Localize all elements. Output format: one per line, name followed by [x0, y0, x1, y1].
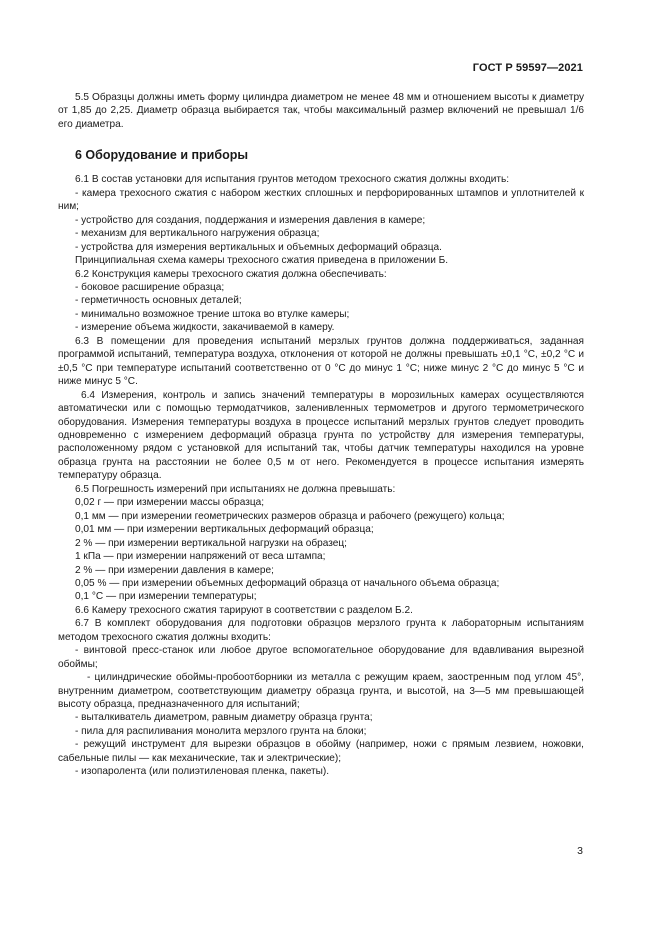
list-item: 0,02 г — при измерении массы образца;: [75, 497, 265, 509]
list-item: - изопаролента (или полиэтиленовая пленка, пакеты).: [75, 766, 330, 778]
list-item: - механизм для вертикального нагружения образца;: [75, 228, 320, 240]
list-item: 0,1 °С — при измерении температуры;: [75, 591, 257, 603]
paragraph-6-6: 6.6 Камеру трехосного сжатия тарируют в соответствии с разделом Б.2.: [75, 604, 413, 616]
list-item: - режущий инструмент для вырезки образцов в обойму (например, ножи с прямым лезвием, ножовки, сабельные пилы — как механические, так и электрические);: [58, 739, 584, 764]
list-item: - винтовой пресс-станок или любое другое вспомогательное оборудование для вдавливания вырезной обоймы;: [58, 645, 584, 670]
paragraph-5-5: 5.5 Образцы должны иметь форму цилиндра диаметром не менее 48 мм и отношением высоты к диаметру от 1,85 до 2,25. Диаметр образца выбирается так, чтобы максимальный размер включений не превышал 1/6 его диаметра.: [58, 92, 584, 130]
list-item: 0,01 мм — при измерении вертикальных деформаций образца;: [75, 524, 374, 536]
list-item: - устройство для создания, поддержания и измерения давления в камере;: [75, 214, 426, 226]
paragraph-6-5-intro: 6.5 Погрешность измерений при испытаниях не должна превышать:: [75, 483, 396, 495]
list-item: - пила для распиливания монолита мерзлого грунта на блоки;: [75, 725, 367, 737]
paragraph-6-2-intro: 6.2 Конструкция камеры трехосного сжатия должна обеспечивать:: [75, 268, 387, 280]
section-6-title: 6 Оборудование и приборы: [75, 148, 249, 163]
page-number: 3: [577, 845, 583, 857]
paragraph-6-3: 6.3 В помещении для проведения испытаний мерзлых грунтов должна поддерживаться, заданная программой испытаний, температура воздуха, отклонения от которой не должны превышать ±0,1 °С, ±0,2 °С и ±0,5 °С при температуре испытаний соответственно от 0 °С до минус 1 °С; ниже минус 2 °С до минус 5 °С и ниже минус 5 °С.: [58, 335, 584, 388]
document-header-gost-number: ГОСТ Р 59597—2021: [472, 62, 583, 74]
list-item: - измерение объема жидкости, закачиваемой в камеру.: [75, 322, 335, 334]
list-item: - герметичность основных деталей;: [75, 295, 242, 307]
list-item: 1 кПа — при измерении напряжений от веса штампа;: [75, 551, 326, 563]
list-item: - боковое расширение образца;: [75, 281, 225, 293]
document-body: [58, 91, 584, 779]
paragraph-6-4: 6.4 Измерения, контроль и запись значений температуры в морозильных камерах осуществляются автоматически или с помощью термодатчиков, заленивленных термометров и другого термометрического оборудования. Измерения температуры воздуха в процессе испытаний мерзлых грунтов следует проводить одновременно с измерением деформаций образца грунта по устройству для измерения температуры, расположенному рядом с установкой для испытаний так, чтобы датчик температуры находился на уровне образца грунта на расстоянии не более 0,5 м от него. Рекомендуется в процессе испытания измерять температуру образца.: [58, 389, 584, 482]
list-item: - устройства для измерения вертикальных и объемных деформаций образца.: [75, 241, 442, 253]
list-item: - выталкиватель диаметром, равным диаметру образца грунта;: [75, 712, 373, 724]
list-item: 2 % — при измерении вертикальной нагрузки на образец;: [75, 537, 347, 549]
paragraph-6-7-intro: 6.7 В комплект оборудования для подготовки образцов мерзлого грунта к лабораторным испытаниям методом трехосного сжатия должны входить:: [58, 618, 584, 643]
list-item: 0,05 % — при измерении объемных деформаций образца от начального объема образца;: [75, 577, 500, 589]
list-item: - минимально возможное трение штока во втулке камеры;: [75, 308, 350, 320]
list-item: - камера трехосного сжатия с набором жестких сплошных и перфорированных штампов и уплотнителей к ним;: [58, 187, 584, 213]
list-item: 2 % — при измерении давления в камере;: [75, 564, 274, 576]
list-item: - цилиндрические обоймы-пробоотборники из металла с режущим краем, заостренным под углом 45°, внутренним диаметром, соответствующим диаметру образца грунта, и высотой, на 3—5 мм превышающей высоту образца, предназначенного для испытаний;: [58, 672, 584, 711]
paragraph-6-1-intro: 6.1 В состав установки для испытания грунтов методом трехосного сжатия должны входить:: [75, 174, 510, 186]
list-item: 0,1 мм — при измерении геометрических размеров образца и рабочего (режущего) кольца;: [75, 510, 505, 522]
paragraph-6-1-note: Принципиальная схема камеры трехосного сжатия приведена в приложении Б.: [75, 255, 449, 267]
